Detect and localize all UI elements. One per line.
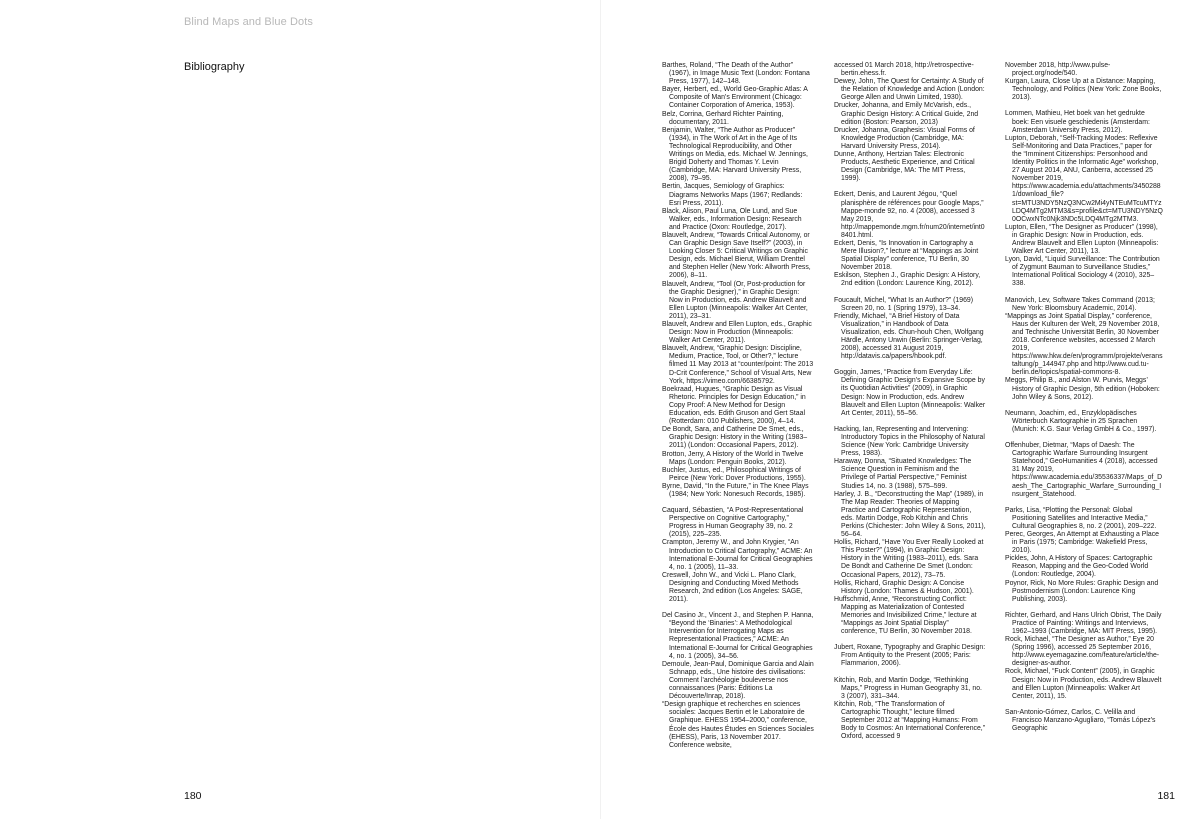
bibliography-column-2 (834, 62, 986, 741)
bibliography-entry: Haraway, Donna, “Situated Knowledges: The Science Question in Feminism and the Privilege of Partial Perspective,” Feminist Studies 14, no. 3 (1988), 575–599. (834, 458, 972, 490)
page-number-right: 181 (1157, 790, 1175, 802)
bibliography-entry: Richter, Gerhard, and Hans Ulrich Obrist, The Daily Practice of Painting: Writings and Interviews, 1962–1993 (Cambridge, MA: MIT Press, 1995). (1005, 611, 1162, 635)
bibliography-entry: Eckert, Denis, “Is Innovation in Cartography a Mere Illusion?,” lecture at “Mappings as Joint Spatial Display” conference, TU Berlin, 30 November 2018. (834, 239, 979, 272)
bibliography-entry: Kitchin, Rob, and Martin Dodge, “Rethinking Maps,” Progress in Human Geography 31, no. 3 (2007), 331–344. (834, 676, 982, 700)
bibliography-entry: Neumann, Joachim, ed., Enzyklopädisches Wörterbuch Kartographie in 25 Sprachen (Munich: K.G. Saur Verlag GmbH & Co., 1997). (1005, 409, 1157, 433)
bibliography-entry: Meggs, Philip B., and Alston W. Purvis, Meggs’ History of Graphic Design, 5th edition (Hoboken: John Wiley & Sons, 2012). (1005, 377, 1160, 401)
bibliography-entry: Hollis, Richard, Graphic Design: A Concise History (London: Thames & Hudson, 2001). (834, 579, 974, 595)
bibliography-entry: Byrne, David, “In the Future,” in The Knee Plays (1984; New York: Nonesuch Records, 1985). (662, 482, 809, 498)
bibliography-entry: accessed 01 March 2018, http://retrospective-bertin.ehess.fr. (834, 62, 974, 78)
bibliography-entry: Eckert, Denis, and Laurent Jégou, “Quel planisphère de références pour Google Maps,” Mappe-monde 92, no. 4 (2008), accessed 3 May 2019, http://mappemonde.mgm.fr/num20/internet/int08401.html. (834, 191, 985, 239)
bibliography-entry: Rock, Michael, “The Designer as Author,” Eye 20 (Spring 1996), accessed 25 September 2016, http://www.eyemagazine.com/feature/article/the-designer-as-author. (1005, 636, 1160, 668)
running-header: Blind Maps and Blue Dots (184, 16, 313, 28)
bibliography-entry: Benjamin, Walter, “The Author as Producer” (1934), in The Work of Art in the Age of Its Technological Reproducibility, and Other Writings on Media, eds. Michael W. Jennings, Brigid Doherty and Thomas Y. Levin (Cambridge, MA: Harvard University Press, 2008), 79–95. (662, 126, 808, 183)
bibliography-entry: Boekraad, Hugues, “Graphic Design as Visual Rhetoric. Principles for Design Education,” in Copy Proof: A New Method for Design Education, eds. Edith Gruson and Gert Staal (Rotterdam: 010 Publishers, 2000), 4–14. (662, 385, 806, 426)
bibliography-entry: Barthes, Roland, “The Death of the Author” (1967), in Image Music Text (London: Fontana Press, 1977), 142–148. (662, 62, 810, 86)
bibliography-entry: “Mappings as Joint Spatial Display,” conference, Haus der Kulturen der Welt, 29 November 2018, and Technische Universität Berlin, 30 November 2018. Conference websites, accessed 2 March 2019, https://www.hkw.de/en/programm/projekte/veranstaltung/p_144947.php and http://www.cud.tu-berlin.de/topics/spatial-commons-8. (1005, 312, 1163, 377)
bibliography-entry: Kurgan, Laura, Close Up at a Distance: Mapping, Technology, and Politics (New York: Zone Books, 2013). (1005, 78, 1162, 102)
bibliography-entry: “Design graphique et recherches en sciences sociales: Jacques Bertin et le Laboratoire de Graphique. EHESS 1954–2000,” conference, École des Hautes Études en Sciences Sociales (EHESS), Paris, 13 November 2017. Conference website, (662, 701, 814, 749)
bibliography-entry: Rock, Michael, “Fuck Content” (2005), in Graphic Design: Now in Production, eds. Andrew Blauvelt and Ellen Lupton (Minneapolis: Walker Art Center, 2011), 15. (1005, 668, 1162, 700)
bibliography-entry: San-Antonio-Gómez, Carlos, C. Velilla and Francisco Manzano-Agugliaro, “Tomás López’s Geographic (1005, 708, 1156, 733)
bibliography-entry: Foucault, Michel, “What Is an Author?” (1969) Screen 20, no. 1 (Spring 1979), 13–34. (834, 296, 974, 312)
bibliography-entry: Eskilson, Stephen J., Graphic Design: A History, 2nd edition (London: Laurence King, 2012). (834, 272, 981, 288)
bibliography-entry: Del Casino Jr., Vincent J., and Stephen P. Hanna, “Beyond the ‘Binaries’: A Methodological Intervention for Interrogating Maps as Representational Practices,” ACME: An International E-Journal for Critical Geographies 4, no. 1 (2005), 34–56. (662, 612, 814, 660)
bibliography-entry: Parks, Lisa, “Plotting the Personal: Global Positioning Satellites and Interactive Media,” Cultural Geographies 8, no. 2 (2001), 209–222. (1005, 506, 1157, 530)
section-title: Bibliography (184, 61, 245, 73)
bibliography-column-3 (1005, 62, 1163, 733)
bibliography-entry: November 2018, http://www.pulse-project.org/node/540. (1005, 62, 1111, 78)
page-number-left: 180 (184, 790, 202, 802)
bibliography-entry: Dunne, Anthony, Hertzian Tales: Electronic Products, Aesthetic Experience, and Critical Design (Cambridge, MA: The MIT Press, 1999). (834, 151, 975, 183)
bibliography-entry: Harley, J. B., “Deconstructing the Map” (1989), in The Map Reader: Theories of Mapping Practice and Cartographic Representation, eds. Martin Dodge, Rob Kitchin and Chris Perkins (Chichester: John Wiley & Sons, 2011), 56–64. (834, 490, 986, 539)
bibliography-entry: Dewey, John, The Quest for Certainty: A Study of the Relation of Knowledge and Action (London: George Allen and Unwin Limited, 1930). (834, 78, 985, 102)
bibliography-entry: De Bondt, Sara, and Catherine De Smet, eds., Graphic Design: History in the Writing (1983–2011) (London: Occasional Papers, 2012). (662, 426, 808, 450)
bibliography-entry: Huffschmid, Anne, “Reconstructing Conflict: Mapping as Materialization of Contested Memories and Invisibilized Crime,” lecture at “Mappings as Joint Spatial Display” conference, TU Berlin, 30 November 2018. (834, 595, 977, 636)
bibliography-entry: Demoule, Jean-Paul, Dominique Garcia and Alain Schnapp, eds., Une histoire des civilisations: Comment l’archéologie bouleverse nos connaissances (Paris: Éditions La Découverte/Inrap, 2018). (662, 660, 814, 701)
bibliography-entry: Blauvelt, Andrew, “Towards Critical Autonomy, or Can Graphic Design Save Itself?” (2003), in Looking Closer 5: Critical Writings on Graphic Design, eds. Michael Bierut, William Drenttel and Stephen Heller (New York: Allworth Press, 2006), 8–11. (662, 231, 811, 280)
bibliography-entry: Belz, Corrina, Gerhard Richter Painting, documentary, 2011. (662, 110, 784, 126)
bibliography-entry: Bayer, Herbert, ed., World Geo-Graphic Atlas: A Composite of Man’s Environment (Chicago: Container Corporation of America, 1953). (662, 86, 808, 110)
bibliography-entry: Offenhuber, Dietmar, “Maps of Daesh: The Cartographic Warfare Surrounding Insurgent Statehood,” GeoHumanities 4 (2018), accessed 31 May 2019, https://www.academia.edu/35536337/Maps_of_Daesh_The_Cartographic_Warfare_Surrounding_Insurgent_Statehood. (1005, 442, 1163, 498)
bibliography-entry: Crampton, Jeremy W., and John Krygier, “An Introduction to Critical Cartography,” ACME: An International E-Journal for Critical Geographies 4, no. 1 (2005), 11–33. (662, 539, 813, 571)
bibliography-entry: Pickles, John, A History of Spaces: Cartographic Reason, Mapping and the Geo-Coded World (London: Routledge, 2004). (1005, 555, 1153, 579)
bibliography-entry: Kitchin, Rob, “The Transformation of Cartographic Thought,” lecture filmed September 2012 at “Mapping Humans: From Body to Cosmos: An International Conference,” Oxford, accessed 9 (834, 700, 986, 741)
page-gutter (600, 0, 601, 819)
bibliography-entry: Perec, Georges, An Attempt at Exhausting a Place in Paris (1975; Cambridge: Wakefield Press, 2010). (1005, 530, 1159, 555)
bibliography-entry: Creswell, John W., and Vicki L. Plano Clark, Designing and Conducting Mixed Methods Research, 2nd edition (Los Angeles: SAGE, 2011). (662, 571, 803, 604)
bibliography-entry: Manovich, Lev, Software Takes Command (2013; New York: Bloomsbury Academic, 2014). (1005, 296, 1155, 312)
bibliography-entry: Blauvelt, Andrew, “Graphic Design: Discipline, Medium, Practice, Tool, or Other?,” lecture filmed 11 May 2013 at “counter/point: The 2013 D-Crit Conference,” School of Visual Arts, New York, https://vimeo.com/66385792. (662, 345, 814, 385)
bibliography-entry: Lupton, Deborah, “Self-Tracking Modes: Reflexive Self-Monitoring and Data Practices,” paper for the “Imminent Citizenships: Personhood and Identity Politics in the Informatic Age” workshop, 27 August 2014, ANU, Canberra, accessed 25 November 2019, https://www.academia.edu/attachments/34502881/download_file?st=MTU3NDY5NzQ3NCw2Mi4yNTEuMTcuMTYzLDQ4MTg2MTM3&s=profile&ct=MTU3NDY5NzQ0OCwxNTc0Njk3NDc5LDQ4MTg2MTM3. (1005, 134, 1163, 223)
bibliography-entry: Hollis, Richard, “Have You Ever Really Looked at This Poster?” (1994), in Graphic Design: History in the Writing (1983–2011), eds. Sara De Bondt and Catherine De Smet (London: Occasional Papers, 2012), 73–75. (834, 539, 984, 579)
bibliography-entry: Bertin, Jacques, Semiology of Graphics: Diagrams Networks Maps (1967; Redlands: Esri Press, 2011). (662, 183, 803, 207)
bibliography-entry: Hacking, Ian, Representing and Intervening: Introductory Topics in the Philosophy of Natural Science (New York: Cambridge University Press, 1983). (834, 425, 985, 458)
bibliography-entry: Buchler, Justus, ed., Philosophical Writings of Peirce (New York: Dover Productions, 1955). (662, 466, 806, 482)
bibliography-entry: Blauvelt, Andrew and Ellen Lupton, eds., Graphic Design: Now in Production (Minneapolis: Walker Art Center, 2011). (662, 321, 812, 345)
bibliography-entry: Lommen, Mathieu, Het boek van het gedrukte boek: Een visuele geschiedenis (Amsterdam: Amsterdam University Press, 2012). (1005, 110, 1150, 134)
bibliography-entry: Poynor, Rick, No More Rules: Graphic Design and Postmodernism (London: Laurence King Publishing, 2003). (1005, 579, 1159, 603)
bibliography-entry: Blauvelt, Andrew, “Tool (Or, Post-production for the Graphic Designer),” in Graphic Design: Now in Production, eds. Andrew Blauvelt and Ellen Lupton (Minneapolis: Walker Art Center, 2011), 23–31. (662, 280, 808, 320)
bibliography-entry: Caquard, Sébastien, “A Post-Representational Perspective on Cognitive Cartography,” Progress in Human Geography 39, no. 2 (2015), 225–235. (662, 507, 804, 539)
bibliography-entry: Brotton, Jerry, A History of the World in Twelve Maps (London: Penguin Books, 2012). (662, 450, 804, 466)
bibliography-entry: Lyon, David, “Liquid Surveillance: The Contribution of Zygmunt Bauman to Surveillance Studies,” International Political Sociology 4 (2010), 325–338. (1005, 256, 1160, 288)
bibliography-entry: Goggin, James, “Practice from Everyday Life: Defining Graphic Design’s Expansive Scope by its Quotidian Activities” (2009), in Graphic Design: Now in Production, eds. Andrew Blauvelt and Ellen Lupton (Minneapolis: Walker Art Center, 2011), 55–56. (834, 369, 986, 417)
bibliography-column-1 (662, 62, 814, 750)
bibliography-entry: Jubert, Roxane, Typography and Graphic Design: From Antiquity to the Present (2005; Paris: Flammarion, 2006). (834, 644, 986, 668)
bibliography-entry: Drucker, Johanna, Graphesis: Visual Forms of Knowledge Production (Cambridge, MA: Harvard University Press, 2014). (834, 126, 975, 150)
bibliography-entry: Friendly, Michael, “A Brief History of Data Visualization,” in Handbook of Data Visualization, eds. Chun-houh Chen, Wolfgang Härdle, Antony Unwin (Berlin: Springer-Verlag, 2008), accessed 31 August 2019, http://datavis.ca/papers/hbook.pdf. (834, 312, 984, 361)
bibliography-entry: Black, Alison, Paul Luna, Ole Lund, and Sue Walker, eds., Information Design: Research and Practice (Oxon: Routledge, 2017). (662, 207, 802, 231)
bibliography-entry: Drucker, Johanna, and Emily McVarish, eds., Graphic Design History: A Critical Guide, 2nd edition (Boston: Pearson, 2013) (834, 102, 979, 126)
bibliography-entry: Lupton, Ellen, “The Designer as Producer” (1998), in Graphic Design: Now in Production, eds. Andrew Blauvelt and Ellen Lupton (Minneapolis: Walker Art Center, 2011), 13. (1005, 223, 1159, 256)
